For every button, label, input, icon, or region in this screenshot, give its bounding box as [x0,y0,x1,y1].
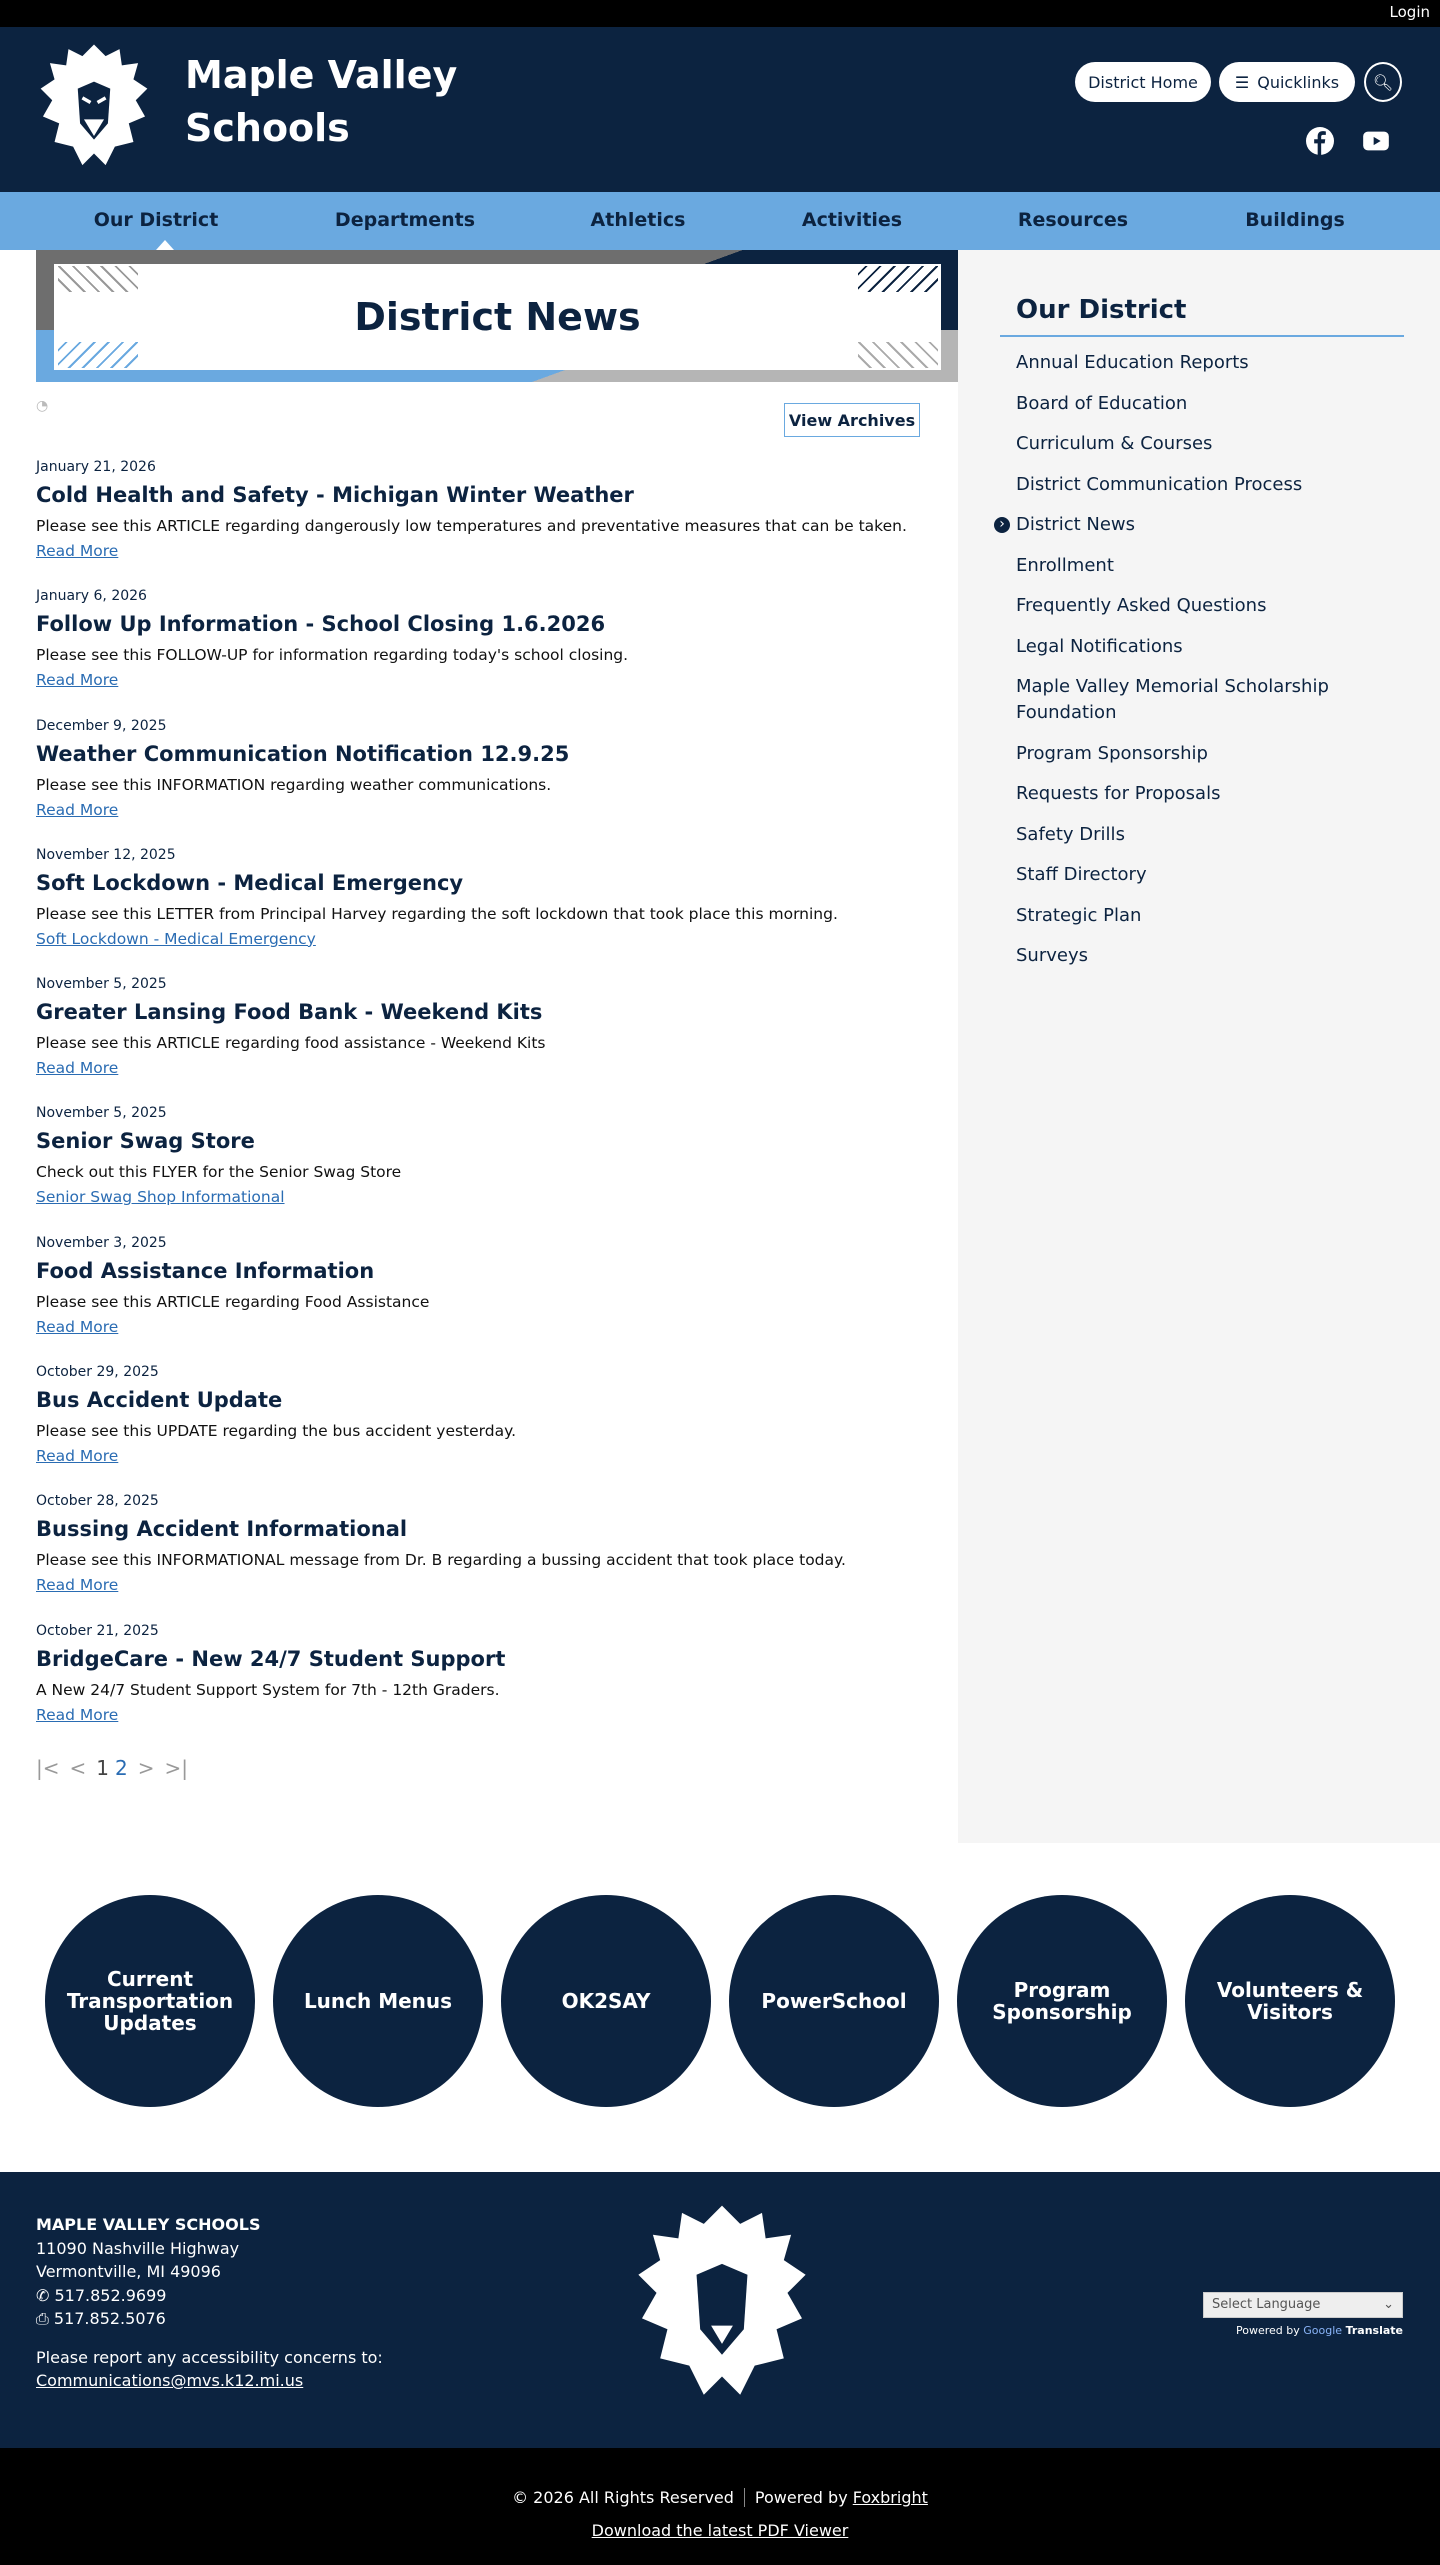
quick-link-circle[interactable]: Volunteers & Visitors [1185,1895,1395,2107]
nav-departments[interactable]: Departments [334,209,476,231]
sidebar-item[interactable]: Requests for Proposals [1016,783,1221,804]
powered-by: Powered by [1236,2324,1300,2337]
news-title[interactable]: Senior Swag Store [36,1129,255,1154]
google-translate-credit [1236,2324,1403,2337]
quick-link-circle[interactable]: Current Transportation Updates [45,1895,255,2107]
translate-label: Translate [1345,2324,1403,2337]
decor-hatch [58,266,138,292]
news-item [36,1619,936,1748]
news-title[interactable]: Greater Lansing Food Bank - Weekend Kits [36,1000,543,1025]
language-select-label: Select Language [1212,2297,1321,2312]
decor-hatch [858,342,938,368]
view-archives-button[interactable]: View Archives [784,403,920,437]
news-date: January 21, 2026 [36,459,156,475]
lion-footer-logo-icon [630,2202,814,2402]
district-home-button[interactable] [1075,62,1211,102]
news-title[interactable]: Soft Lockdown - Medical Emergency [36,870,464,895]
sidebar-item[interactable]: › District News [1016,512,1396,538]
news-item [36,1360,936,1489]
news-item [36,714,936,843]
sidebar-item[interactable]: Enrollment [1016,554,1114,576]
title-line: Maple Valley [185,53,458,97]
news-date: October 29, 2025 [36,1364,159,1381]
news-link[interactable]: Read More [36,542,119,560]
news-title[interactable]: Food Assistance Information [36,1258,375,1283]
news-description: Please see this UPDATE regarding the bus accident yesterday. [36,1422,517,1441]
youtube-icon[interactable] [1362,127,1390,155]
news-link[interactable]: Read More [36,1059,119,1078]
sidebar-item[interactable]: Staff Directory [1016,864,1147,885]
login-link[interactable]: Login [1389,3,1430,21]
footer-address: 11090 Nashville Highway [36,2238,240,2258]
news-link[interactable]: Senior Swag Shop Informational [36,1188,285,1207]
news-description: Please see this LETTER from Principal Harvey regarding the soft lockdown that took place this morning. [36,904,838,923]
prev-page-button[interactable]: < [69,1756,87,1780]
news-date: October 28, 2025 [36,1493,159,1510]
first-page-button[interactable]: |< [36,1756,60,1780]
active-nav-indicator [156,240,174,250]
news-title[interactable]: Bus Accident Update [36,1388,283,1413]
news-description: Please see this ARTICLE regarding food assistance - Weekend Kits [36,1034,546,1053]
quicklinks-button[interactable] [1219,62,1355,102]
news-date: November 5, 2025 [36,976,167,993]
news-item [36,1489,936,1618]
footer-phone[interactable]: 517.852.9699 [54,2285,167,2305]
district-home-label: District Home [1088,72,1198,92]
news-description: Check out this FLYER for the Senior Swag Store [36,1163,402,1182]
decor-hatch [58,342,138,368]
nav-our-district[interactable]: Our District [93,209,219,231]
title-line: Schools [185,106,350,150]
quick-link-circle[interactable]: Program Sponsorship [957,1895,1167,2107]
news-description: Please see this FOLLOW-UP for information regarding today's school closing. [36,646,629,665]
news-description: Please see this INFORMATIONAL message from Dr. B regarding a bussing accident that took place today. [36,1551,846,1570]
last-page-button[interactable]: >| [164,1756,188,1780]
news-date: December 9, 2025 [36,717,167,734]
news-date: January 6, 2026 [36,588,147,605]
news-link[interactable]: Read More [36,1705,119,1724]
news-description: Please see this ARTICLE regarding Food Assistance [36,1292,430,1311]
news-link[interactable]: Read More [36,1447,119,1466]
news-description: Please see this INFORMATION regarding weather communications. [36,775,552,794]
sidebar-title: Our District [1016,295,1187,325]
page-1: 1 [96,1756,109,1780]
site-title[interactable] [185,49,457,155]
nav-athletics[interactable]: Athletics [590,209,686,231]
sidebar-item[interactable]: Program Sponsorship [1016,742,1208,764]
news-date: November 12, 2025 [36,846,176,863]
news-list [36,455,936,1748]
search-button[interactable] [1364,62,1402,102]
news-item [36,843,936,972]
copyright: © 2026 All Rights Reserved [512,2488,734,2507]
news-date: October 21, 2025 [36,1622,159,1639]
google-label: Google [1303,2324,1343,2337]
quick-link-circle[interactable]: PowerSchool [729,1895,939,2107]
foxbright-link[interactable]: Foxbright [852,2488,928,2507]
sidebar-menu [1016,350,1396,984]
page-2[interactable]: 2 [115,1756,128,1780]
news-item [36,584,936,713]
news-date: November 5, 2025 [36,1105,167,1122]
next-page-button[interactable]: > [137,1756,155,1780]
powered-by-label: Powered by [754,2488,848,2507]
menu-icon: ☰ [1234,72,1250,92]
bottom-bar [0,2448,1440,2565]
lion-logo-icon[interactable] [36,41,152,171]
language-select[interactable] [1203,2292,1403,2318]
sidebar-item[interactable]: Annual Education Reports [1016,352,1249,373]
search-icon: 🔍︎ [1372,72,1394,92]
facebook-icon[interactable] [1306,127,1334,155]
sidebar-item[interactable]: Strategic Plan [1016,904,1142,926]
footer-fax: 517.852.5076 [53,2309,166,2328]
page-title: District News [54,264,941,370]
fax-icon: ⎙ [36,2309,54,2328]
quicklinks-label: Quicklinks [1257,72,1340,92]
news-link[interactable]: Read More [36,1576,119,1595]
news-title[interactable]: BridgeCare - New 24/7 Student Support [36,1646,506,1671]
sidebar-item[interactable]: District Communication Process [1016,473,1303,495]
news-item [36,1231,936,1360]
pdf-viewer-link[interactable]: Download the latest PDF Viewer [591,2521,849,2540]
nav-buildings[interactable]: Buildings [1245,209,1345,231]
footer [0,2172,1440,2448]
divider [744,2488,745,2507]
quick-link-circle[interactable]: Lunch Menus [273,1895,483,2107]
accessibility-note: Please report any accessibility concerns to: [36,2347,383,2367]
sidebar-item[interactable]: Board of Education [1016,392,1188,414]
accessibility-email-link[interactable]: Communications@mvs.k12.mi.us [36,2371,304,2390]
news-link[interactable]: Read More [36,800,119,819]
news-item [36,1101,936,1230]
news-link[interactable]: Read More [36,1317,119,1336]
news-item [36,972,936,1101]
main-nav [0,192,1440,250]
news-title[interactable]: Weather Communication Notification 12.9.25 [36,741,570,766]
chevron-down-icon: ⌄ [1383,2297,1394,2312]
decor-hatch [858,266,938,292]
news-title[interactable]: Cold Health and Safety - Michigan Winter Weather [36,483,634,507]
pagination [36,1756,188,1780]
sidebar-item[interactable]: Surveys [1016,945,1088,966]
sidebar-item[interactable]: Frequently Asked Questions [1016,595,1267,616]
news-description: Please see this ARTICLE regarding dangerously low temperatures and preventative measures that can be taken. [36,517,907,535]
sidebar-item[interactable]: Legal Notifications [1016,635,1183,657]
nav-activities[interactable]: Activities [801,209,903,231]
news-date: November 3, 2025 [36,1234,167,1251]
news-title[interactable]: Bussing Accident Informational [36,1517,408,1542]
phone-icon: ✆ [36,2285,55,2305]
sidebar-item[interactable]: Maple Valley Memorial Scholarship Foundation [1016,676,1329,723]
sidebar-item[interactable]: Safety Drills [1016,823,1125,845]
quick-link-circle[interactable]: OK2SAY [501,1895,711,2107]
footer-city: Vermontville, MI 49096 [36,2262,221,2281]
header [0,27,1440,192]
news-description: A New 24/7 Student Support System for 7th - 12th Graders. [36,1680,500,1699]
top-bar [0,0,1440,27]
news-link[interactable]: Soft Lockdown - Medical Emergency [36,929,316,948]
news-item [36,455,936,584]
rss-icon[interactable]: ◔ [36,398,49,414]
footer-name: MAPLE VALLEY SCHOOLS [36,2215,261,2234]
sidebar-item[interactable]: Curriculum & Courses [1016,433,1213,454]
nav-resources[interactable]: Resources [1017,209,1129,231]
news-title[interactable]: Follow Up Information - School Closing 1.6.2026 [36,612,606,637]
news-link[interactable]: Read More [36,671,119,690]
sidebar-divider [1000,335,1404,337]
